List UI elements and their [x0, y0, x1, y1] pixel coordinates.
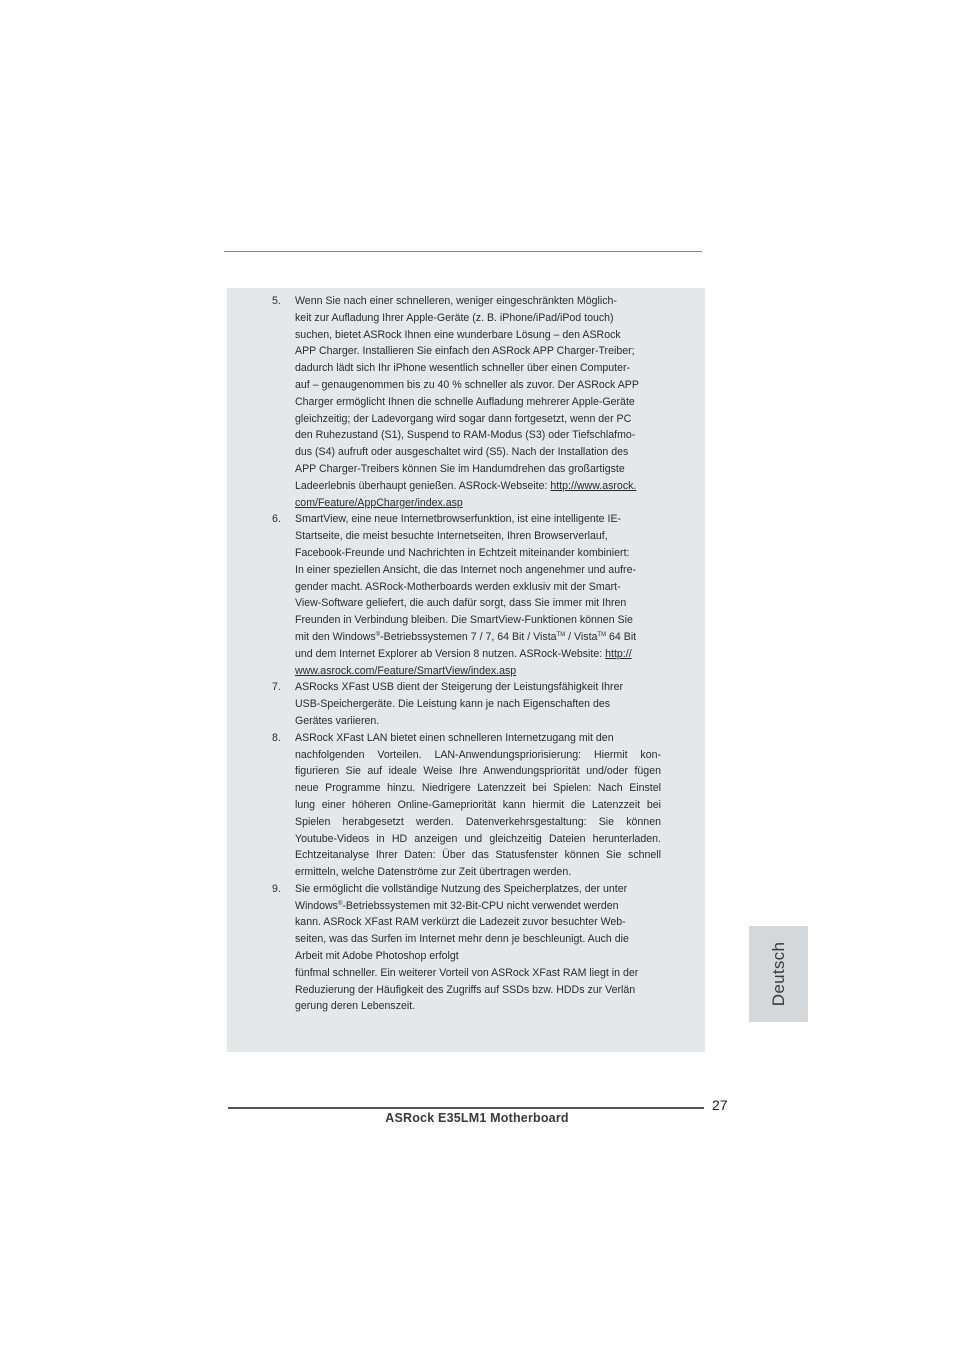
item-text: Ladeerlebnis überhaupt genießen. ASRock-Webseite: [295, 479, 551, 492]
item-line: lung einer höheren Online-Gamepriorität kann hiermit die Latenzzeit bei [295, 798, 661, 811]
list-item [227, 679, 705, 729]
item-line: Arbeit mit Adobe Photoshop erfolgt [295, 950, 459, 963]
item-line [295, 629, 661, 646]
appcharger-link-cont[interactable]: com/Feature/AppCharger/index.asp [295, 496, 463, 509]
item-text: / Vista [565, 630, 598, 643]
footer-title: ASRock E35LM1 Motherboard [385, 1111, 569, 1125]
item-number: 5. [272, 295, 281, 307]
item-line: Wenn Sie nach einer schnelleren, weniger eingeschränkten Möglich- [295, 295, 617, 307]
language-tab-label: Deutsch [768, 941, 788, 1007]
item-line: kann. ASRock XFast RAM verkürzt die Ladezeit zuvor besuchter Web- [295, 916, 626, 929]
item-line: APP Charger-Treibers können Sie im Handumdrehen das großartigste [295, 462, 625, 475]
trademark-mark: TM [597, 631, 607, 638]
item-line [295, 898, 661, 915]
smartview-link-cont[interactable]: www.asrock.com/Feature/SmartView/index.asp [295, 664, 517, 677]
content-box [227, 288, 705, 1052]
item-text: und dem Internet Explorer ab Version 8 nutzen. ASRock-Website: [295, 647, 606, 660]
item-number: 9. [272, 882, 281, 895]
item-line: Gerätes variieren. [295, 714, 380, 727]
item-line: auf – genaugenommen bis zu 40 % schneller als zuvor. Der ASRock APP [295, 378, 639, 391]
registered-mark: ® [337, 900, 343, 907]
item-line: ASRocks XFast USB dient der Steigerung der Leistungsfähigkeit Ihrer [295, 681, 623, 694]
item-text: mit den Windows [295, 630, 376, 643]
list-item [227, 511, 705, 679]
item-line: gender macht. ASRock-Motherboards werden exklusiv mit der Smart- [295, 580, 621, 593]
smartview-link[interactable]: http:// [605, 647, 632, 660]
item-line: APP Charger. Installieren Sie einfach den ASRock APP Charger-Treiber; [295, 345, 635, 358]
item-line: Spielen herabgesetzt werden. Datenverkehrsgestaltung: Sie können [295, 815, 661, 828]
item-line: In einer speziellen Ansicht, die das Internet noch angenehmer und aufre- [295, 563, 636, 576]
item-line: USB-Speichergeräte. Die Leistung kann je nach Eigenschaften des [295, 698, 611, 711]
appcharger-link[interactable]: http://www.asrock. [550, 479, 637, 492]
item-line: fünfmal schneller. Ein weiterer Vorteil von ASRock XFast RAM liegt in der [295, 966, 639, 979]
item-line: View-Software geliefert, die auch dafür sorgt, dass Sie immer mit Ihren [295, 597, 627, 610]
item-line: Charger ermöglicht Ihnen die schnelle Aufladung mehrerer Apple-Geräte [295, 395, 635, 408]
item-text: -Betriebssystemen 7 / 7, 64 Bit / Vista [380, 630, 557, 643]
list-item [227, 730, 705, 881]
list-item [227, 293, 705, 511]
trademark-mark: TM [556, 631, 566, 638]
item-line: nachfolgenden Vorteilen. LAN-Anwendungspriorisierung: Hiermit kon- [295, 748, 661, 761]
footer-rule [228, 1107, 704, 1109]
item-line: Echtzeitanalyse Ihrer Daten: Über das Statusfenster können Sie schnell [295, 849, 661, 862]
header-rule [224, 251, 702, 252]
item-line: seiten, was das Surfen im Internet mehr denn je beschleunigt. Auch die [295, 933, 629, 946]
feature-list [227, 293, 705, 1015]
item-line [295, 478, 661, 495]
item-line: Facebook-Freunde und Nachrichten in Echtzeit miteinander kombiniert: [295, 546, 630, 559]
item-line [295, 663, 661, 680]
item-number: 8. [272, 731, 281, 744]
language-tab [749, 926, 808, 1022]
item-line: gerung deren Lebenszeit. [295, 1000, 416, 1013]
item-line: Reduzierung der Häufigkeit des Zugriffs auf SSDs bzw. HDDs zur Verlän [295, 983, 636, 996]
item-number: 7. [272, 681, 281, 694]
item-line: ASRock XFast LAN bietet einen schnelleren Internetzugang mit den [295, 731, 614, 744]
item-text: 64 Bit [606, 630, 637, 643]
page-number: 27 [712, 1097, 728, 1113]
item-line: Freunden in Verbindung bleiben. Die SmartView-Funktionen können Sie [295, 614, 633, 627]
item-line: Sie ermöglicht die vollständige Nutzung des Speicherplatzes, der unter [295, 882, 628, 895]
item-line: Youtube-Videos in HD anzeigen und gleichzeitig Dateien herunterladen. [295, 832, 661, 845]
item-line: ermitteln, welche Datenströme zur Zeit übertragen werden. [295, 866, 572, 879]
item-line: den Ruhezustand (S1), Suspend to RAM-Modus (S3) oder Tiefschlafmo- [295, 429, 636, 442]
item-line [295, 646, 661, 663]
item-line: neue Programme hinzu. Niedrigere Latenzzeit bei Spielen: Nach Einstel [295, 782, 661, 795]
list-item [227, 881, 705, 1015]
item-number: 6. [272, 513, 281, 526]
item-line: gleichzeitig; der Ladevorgang wird sogar dann fortgesetzt, wenn der PC [295, 412, 632, 425]
item-text: Windows [295, 899, 338, 912]
item-line [295, 495, 661, 512]
item-line: dus (S4) aufruft oder ausgeschaltet wird (S5). Nach der Installation des [295, 446, 629, 459]
item-line: keit zur Aufladung Ihrer Apple-Geräte (z. B. iPhone/iPad/iPod touch) [295, 311, 614, 324]
item-line: figurieren Sie auf ideale Weise Ihre Anwendungspriorität und/oder fügen [295, 765, 661, 778]
item-line: Startseite, die meist besuchte Internetseiten, Ihren Browserverlauf, [295, 530, 608, 543]
item-line: SmartView, eine neue Internetbrowserfunktion, ist eine intelligente IE- [295, 513, 622, 526]
item-line: dadurch lädt sich Ihr iPhone wesentlich schneller über einen Computer- [295, 362, 631, 375]
item-text: -Betriebssystemen mit 32-Bit-CPU nicht verwendet werden [342, 899, 619, 912]
registered-mark: ® [375, 631, 381, 638]
item-line: suchen, bietet ASRock Ihnen eine wunderbare Lösung – den ASRock [295, 328, 621, 341]
